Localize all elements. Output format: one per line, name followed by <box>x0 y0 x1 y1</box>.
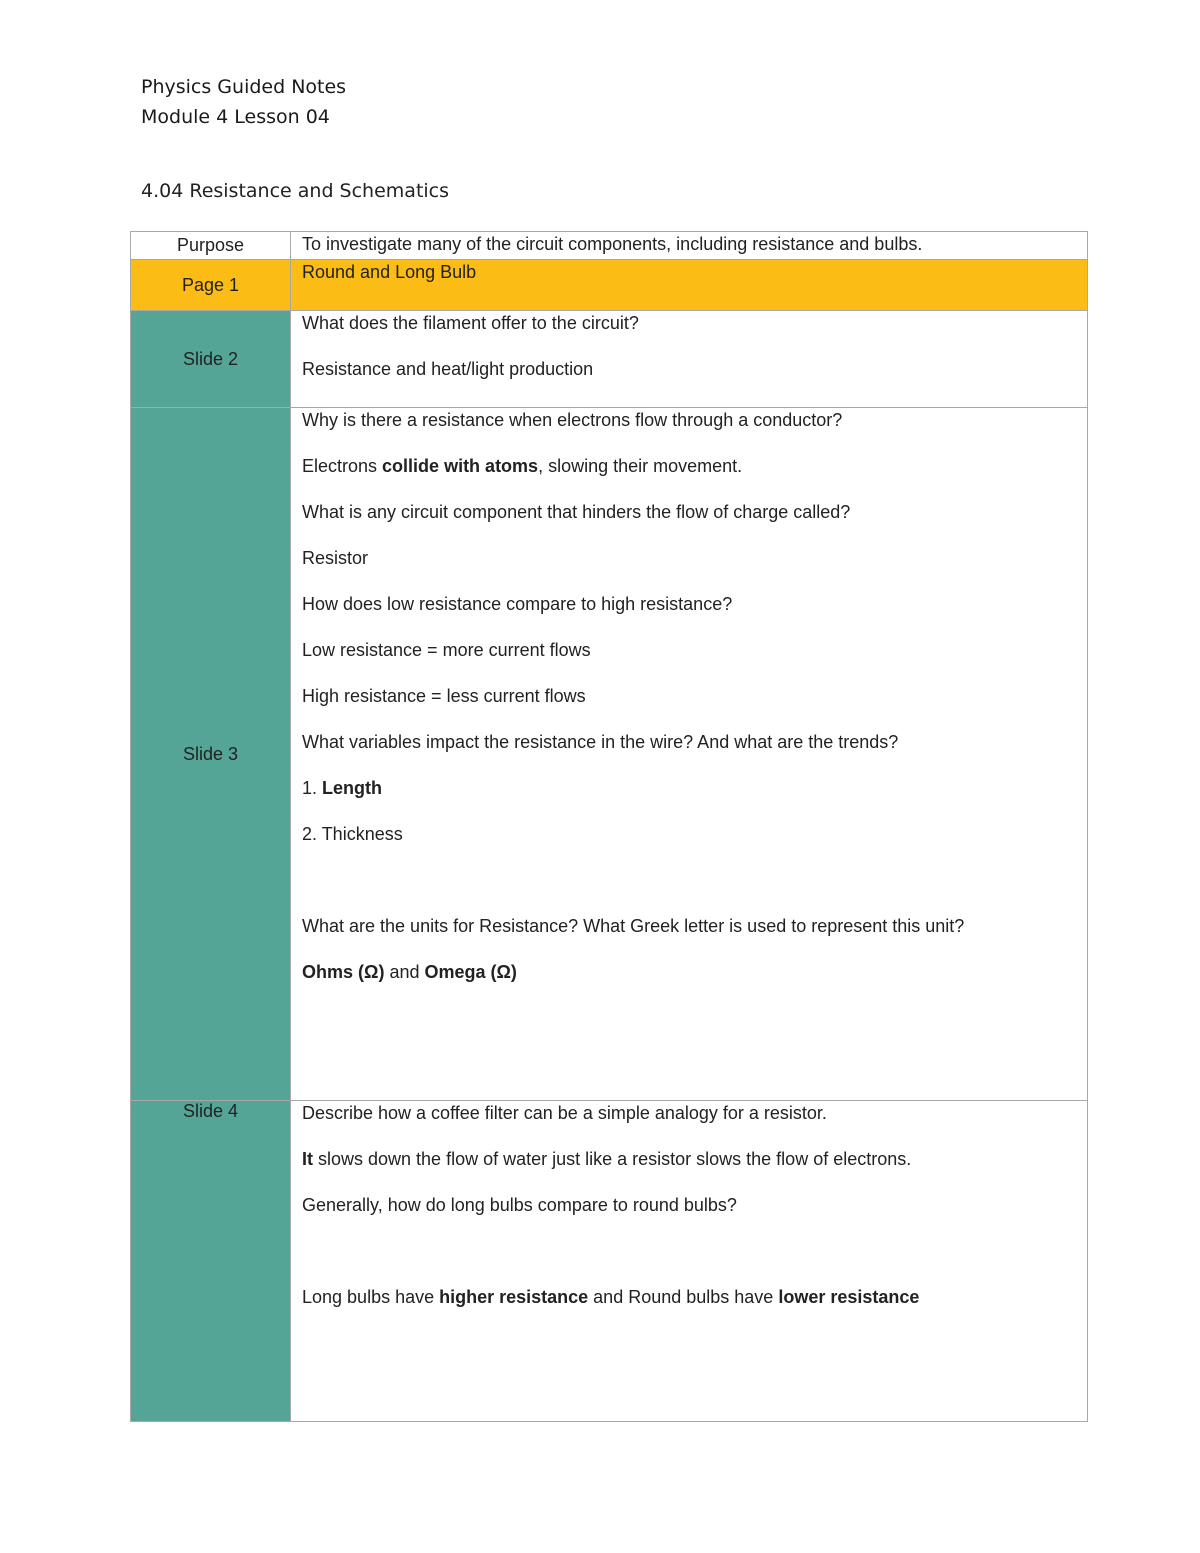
slide3-answer-2: Resistor <box>302 548 369 568</box>
slide2-question-1: What does the filament offer to the circuit? <box>302 313 639 333</box>
answer-emphasis: collide with atoms <box>382 456 539 476</box>
answer-text: Long bulbs have <box>302 1287 440 1307</box>
table-row-slide3 <box>131 408 1088 1101</box>
slide3-question-3: How does low resistance compare to high resistance? <box>302 594 733 614</box>
slide3-label: Slide 3 <box>131 408 291 1101</box>
answer-emphasis: Omega (Ω) <box>424 962 517 982</box>
table-row-slide2 <box>131 311 1088 408</box>
purpose-label: Purpose <box>131 232 291 260</box>
answer-text: , slowing their movement. <box>538 456 743 476</box>
slide4-cell <box>291 1101 1088 1422</box>
table-row-page1 <box>131 260 1088 311</box>
answer-emphasis: Length <box>322 778 383 798</box>
slide3-question-4: What variables impact the resistance in the wire? And what are the trends? <box>302 732 899 752</box>
slide4-label: Slide 4 <box>131 1101 291 1422</box>
slide3-question-2: What is any circuit component that hinders the flow of charge called? <box>302 502 851 522</box>
section-title: 4.04 Resistance and Schematics <box>141 180 450 202</box>
answer-emphasis: It <box>302 1149 313 1169</box>
answer-text: and Round bulbs have <box>588 1287 779 1307</box>
slide4-question-1: Describe how a coffee filter can be a simple analogy for a resistor. <box>302 1103 827 1123</box>
page1-label: Page 1 <box>131 260 291 311</box>
slide3-question-5: What are the units for Resistance? What Greek letter is used to represent this unit? <box>302 916 965 936</box>
purpose-cell <box>291 232 1088 260</box>
slide3-answer-1 <box>302 454 1079 478</box>
slide3-answer-4a <box>302 776 1079 800</box>
table-row-purpose <box>131 232 1088 260</box>
answer-text: slows down the flow of water just like a resistor slows the flow of electrons. <box>313 1149 912 1169</box>
slide3-answer-5 <box>302 960 1079 984</box>
slide3-answer-3b: High resistance = less current flows <box>302 686 586 706</box>
header-module-lesson: Module 4 Lesson 04 <box>141 106 330 128</box>
slide4-question-2: Generally, how do long bulbs compare to round bulbs? <box>302 1195 737 1215</box>
slide3-answer-3a: Low resistance = more current flows <box>302 640 591 660</box>
answer-emphasis: Ohms (Ω) <box>302 962 385 982</box>
slide2-answer-1: Resistance and heat/light production <box>302 359 594 379</box>
slide2-cell <box>291 311 1088 408</box>
slide2-label: Slide 2 <box>131 311 291 408</box>
answer-emphasis: lower resistance <box>778 1287 920 1307</box>
slide4-answer-1 <box>302 1147 1079 1171</box>
page1-cell <box>291 260 1088 311</box>
list-number: 1. <box>302 778 323 798</box>
slide4-answer-2 <box>302 1285 1079 1309</box>
page1-text: Round and Long Bulb <box>302 262 477 282</box>
header-course-title: Physics Guided Notes <box>141 76 347 98</box>
slide3-cell <box>291 408 1088 1101</box>
answer-emphasis: higher resistance <box>439 1287 589 1307</box>
slide3-question-1: Why is there a resistance when electrons flow through a conductor? <box>302 410 843 430</box>
answer-text: Electrons <box>302 456 383 476</box>
slide3-answer-4b: 2. Thickness <box>302 824 403 844</box>
purpose-text: To investigate many of the circuit components, including resistance and bulbs. <box>302 234 923 254</box>
answer-text: and <box>384 962 425 982</box>
table-row-slide4 <box>131 1101 1088 1422</box>
guided-notes-table <box>130 231 1088 1422</box>
document-header <box>141 72 346 132</box>
